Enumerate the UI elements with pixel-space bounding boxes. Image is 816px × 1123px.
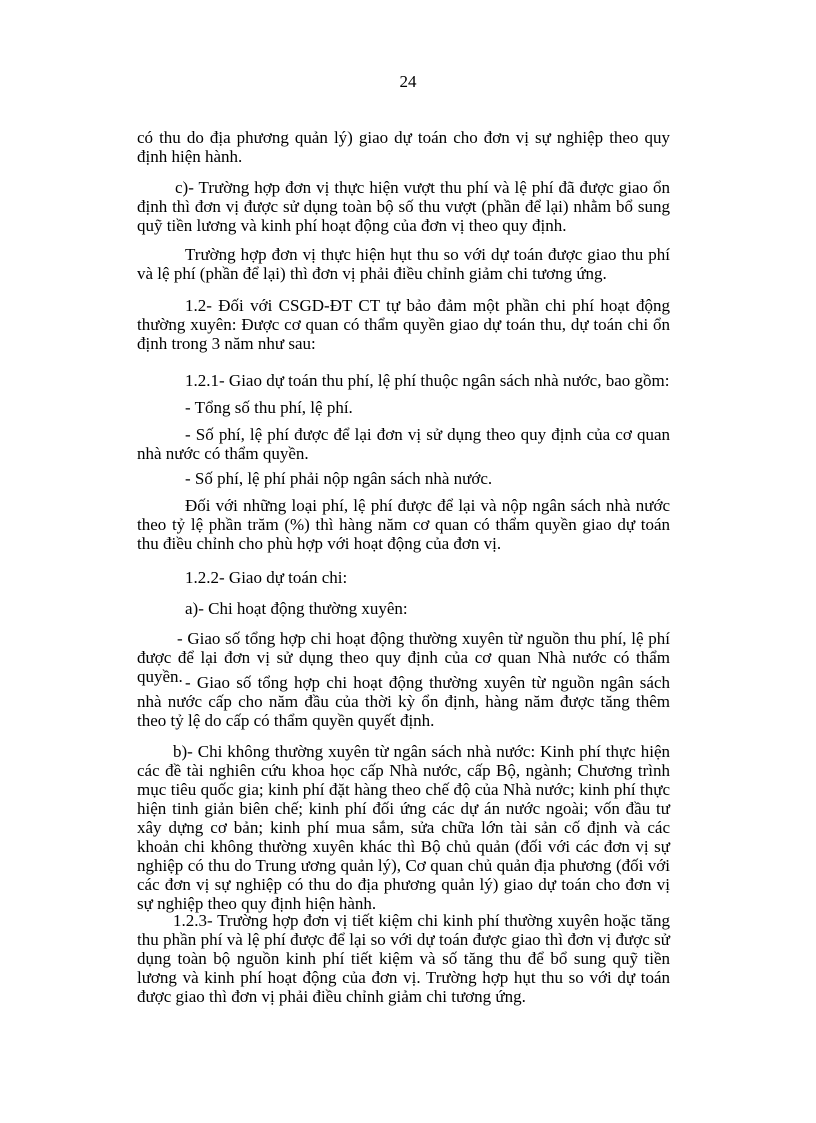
paragraph-1-2: 1.2- Đối với CSGD-ĐT CT tự bảo đảm một phần chi phí hoạt động thường xuyên: Được cơ quan có thẩm quyền giao dự toán thu, dự toán chi ổn định trong 3 năm như sau: <box>137 296 670 353</box>
paragraph-1-2-3: 1.2.3- Trường hợp đơn vị tiết kiệm chi kinh phí thường xuyên hoặc tăng thu phần phí và lệ phí được để lại so với dự toán được giao thì đơn vị được sử dụng toàn bộ nguồn kinh phí tiết kiệm và số tăng thu để bổ sung quỹ tiền lương và kinh phí hoạt động của đơn vị. Trường hợp hụt thu so với dự toán được giao thì đơn vị phải điều chỉnh giảm chi tương ứng. <box>137 911 670 1006</box>
paragraph-b: b)- Chi không thường xuyên từ ngân sách nhà nước: Kinh phí thực hiện các đề tài nghiên cứu khoa học cấp Nhà nước, cấp Bộ, ngành; Chương trình mục tiêu quốc gia; kinh phí đặt hàng theo chế độ của Nhà nước; kinh phí thực hiện tinh giản biên chế; kinh phí đối ứng các dự án nước ngoài; vốn đầu tư xây dựng cơ bản; kinh phí mua sắm, sửa chữa lớn tài sản cố định và các khoản chi không thường xuyên khác thì Bộ chủ quản (đối với các đơn vị sự nghiệp có thu do Trung ương quản lý), Cơ quan chủ quản địa phương (đối với các đơn vị sự nghiệp có thu do địa phương quản lý) giao dự toán cho đơn vị sự nghiệp theo quy định hiện hành. <box>137 742 670 913</box>
list-item-budget-funded-spending: - Giao số tổng hợp chi hoạt động thường xuyên từ nguồn ngân sách nhà nước cấp cho năm đầu của thời kỳ ổn định, hàng năm được tăng thêm theo tỷ lệ do cấp có thẩm quyền quyết định. <box>137 673 670 730</box>
paragraph-1-2-1: 1.2.1- Giao dự toán thu phí, lệ phí thuộc ngân sách nhà nước, bao gồm: <box>185 371 670 390</box>
paragraph-continuation: có thu do địa phương quản lý) giao dự toán cho đơn vị sự nghiệp theo quy định hiện hành. <box>137 128 670 166</box>
page-number: 24 <box>399 72 417 91</box>
paragraph-a: a)- Chi hoạt động thường xuyên: <box>185 599 408 618</box>
list-item-retained-fees: - Số phí, lệ phí được để lại đơn vị sử dụng theo quy định của cơ quan nhà nước có thẩm quyền. <box>137 425 670 463</box>
list-item-total-fees: - Tổng số thu phí, lệ phí. <box>185 398 353 417</box>
paragraph-percentage-fees: Đối với những loại phí, lệ phí được để lại và nộp ngân sách nhà nước theo tỷ lệ phần trăm (%) thì hàng năm cơ quan có thẩm quyền giao dự toán thu điều chỉnh cho phù hợp với hoạt động của đơn vị. <box>137 496 670 553</box>
paragraph-shortfall: Trường hợp đơn vị thực hiện hụt thu so với dự toán được giao thu phí và lệ phí (phần để lại) thì đơn vị phải điều chỉnh giảm chi tương ứng. <box>137 245 670 283</box>
paragraph-c: c)- Trường hợp đơn vị thực hiện vượt thu phí và lệ phí đã được giao ổn định thì đơn vị được sử dụng toàn bộ số thu vượt (phần để lại) nhằm bổ sung quỹ tiền lương và kinh phí hoạt động của đơn vị theo quy định. <box>137 178 670 235</box>
list-item-fee-funded-spending: - Giao số tổng hợp chi hoạt động thường xuyên từ nguồn thu phí, lệ phí được để lại đơn vị sử dụng theo quy định của cơ quan Nhà nước có thẩm quyền. <box>137 629 670 686</box>
list-item-remitted-fees: - Số phí, lệ phí phải nộp ngân sách nhà nước. <box>185 469 493 488</box>
paragraph-1-2-2: 1.2.2- Giao dự toán chi: <box>185 568 348 587</box>
